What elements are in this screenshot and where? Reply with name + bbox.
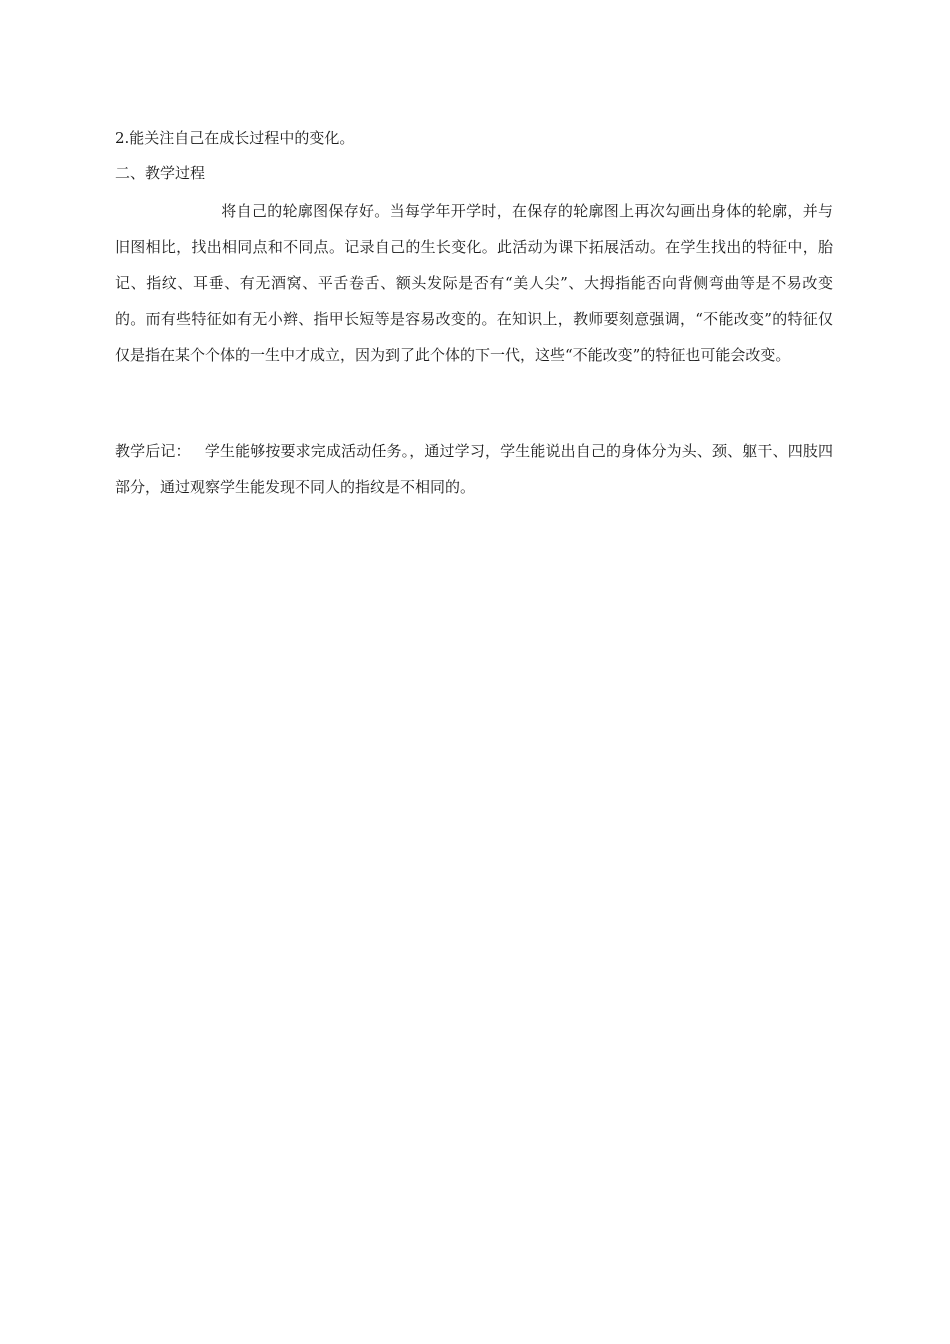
section-heading-teaching-process: 二、教学过程 xyxy=(115,164,206,182)
teaching-process-paragraph xyxy=(115,193,833,373)
postscript-text: 学生能够按要求完成活动任务。，通过学习，学生能说出自己的身体分为头、颈、躯干、四肢四部分，通过观察学生能发现不同人的指纹是不相同的。 xyxy=(115,442,833,496)
postscript-label: 教学后记： xyxy=(115,442,191,460)
teaching-process-text: 将自己的轮廓图保存好。当每学年开学时，在保存的轮廓图上再次勾画出身体的轮廓，并与旧图相比，找出相同点和不同点。记录自己的生长变化。此活动为课下拓展活动。在学生找出的特征中，胎记、指纹、耳垂、有无酒窝、平舌卷舌、额头发际是否有“美人尖”、大拇指能否向背侧弯曲等是不易改变的。而有些特征如有无小辫、指甲长短等是容易改变的。在知识上，教师要刻意强调，“不能改变”的特征仅仅是指在某个个体的一生中才成立，因为到了此个体的下一代，这些“不能改变”的特征也可能会改变。 xyxy=(115,202,833,364)
teaching-postscript-paragraph xyxy=(115,433,833,505)
objective-item-2: 2.能关注自己在成长过程中的变化。 xyxy=(115,129,355,147)
